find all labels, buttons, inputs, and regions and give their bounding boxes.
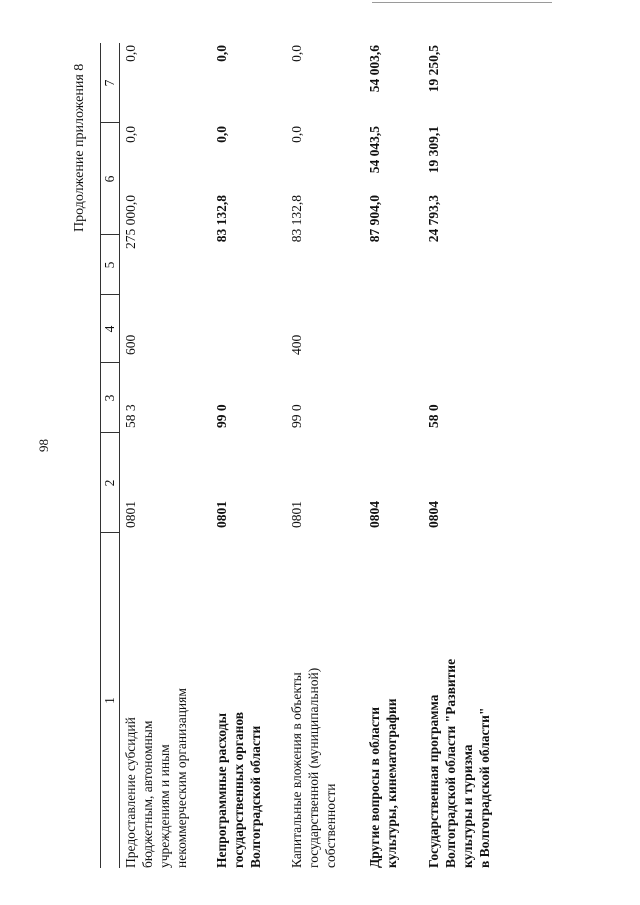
row-2-name xyxy=(213,533,264,868)
col-header-5: 5 xyxy=(102,261,117,269)
row-2-target: 99 0 xyxy=(214,404,229,428)
row-3-name-line: государственной (муниципальной) xyxy=(306,667,321,868)
row-3-target: 99 0 xyxy=(289,404,304,428)
scan-edge-line xyxy=(372,2,552,3)
header-bottom-rule xyxy=(119,43,120,868)
row-3-name-line: Капитальные вложения в объекты xyxy=(289,672,304,868)
row-1-name-line: учреждениям и иным xyxy=(157,744,172,868)
row-3-value-5: 83 132,8 xyxy=(289,195,304,243)
row-1-name-line: Предоставление субсидий xyxy=(123,717,138,868)
row-3-section: 0801 xyxy=(289,501,304,528)
row-5-value-7: 19 250,5 xyxy=(426,45,441,93)
row-1-value-5: 275 000,0 xyxy=(123,195,138,249)
row-4-value-6: 54 043,5 xyxy=(367,126,382,174)
row-3-name-line: собственности xyxy=(323,783,338,868)
row-1-target: 58 3 xyxy=(123,404,138,428)
row-5-name xyxy=(425,533,493,868)
col-header-3: 3 xyxy=(102,394,117,402)
row-1-value-6: 0,0 xyxy=(123,126,138,143)
row-4-section: 0804 xyxy=(367,501,382,528)
row-2-name-line: государственных органов xyxy=(231,711,246,868)
col-header-1: 1 xyxy=(102,697,117,704)
budget-table xyxy=(100,43,492,868)
row-4-value-7: 54 003,6 xyxy=(367,45,382,93)
col-header-7: 7 xyxy=(102,79,117,87)
row-5-name-line: в Волгоградской области" xyxy=(477,707,492,868)
row-3-value-6: 0,0 xyxy=(289,126,304,143)
row-5-value-6: 19 309,1 xyxy=(426,126,441,174)
row-3-type: 400 xyxy=(289,334,304,355)
page-number: 98 xyxy=(36,439,51,452)
row-2-name-line: Непрограммные расходы xyxy=(214,712,229,868)
row-3-value-7: 0,0 xyxy=(289,45,304,62)
col-header-6: 6 xyxy=(102,175,117,183)
row-2-value-6: 0,0 xyxy=(214,126,229,143)
row-5-value-5: 24 793,3 xyxy=(426,195,441,243)
row-5-name-line: Волгоградской области "Развитие xyxy=(443,658,458,868)
row-5-target: 58 0 xyxy=(426,404,441,428)
row-5-name-line: Государственная программа xyxy=(426,694,441,868)
row-4-name-line: культуры, кинематографии xyxy=(384,698,399,868)
row-4-name xyxy=(366,533,400,868)
row-4-name-line: Другие вопросы в области xyxy=(367,706,382,868)
col-header-4: 4 xyxy=(102,325,117,333)
row-3-name xyxy=(288,533,339,868)
row-2-value-5: 83 132,8 xyxy=(214,195,229,243)
row-2-name-line: Волгоградской области xyxy=(248,725,263,868)
col-header-2: 2 xyxy=(102,479,117,487)
row-1-name xyxy=(122,533,190,868)
row-5-section: 0804 xyxy=(426,501,441,528)
row-2-section: 0801 xyxy=(214,501,229,528)
row-4-value-5: 87 904,0 xyxy=(367,195,382,243)
row-1-type: 600 xyxy=(123,334,138,355)
row-2-value-7: 0,0 xyxy=(214,45,229,62)
continuation-heading: Продолжение приложения 8 xyxy=(72,63,87,232)
row-1-name-line: некоммерческим организациям xyxy=(174,688,189,868)
row-1-section: 0801 xyxy=(123,501,138,528)
row-1-name-line: бюджетным, автономным xyxy=(140,720,155,868)
row-5-name-line: культуры и туризма xyxy=(460,744,475,868)
row-1-value-7: 0,0 xyxy=(123,45,138,62)
